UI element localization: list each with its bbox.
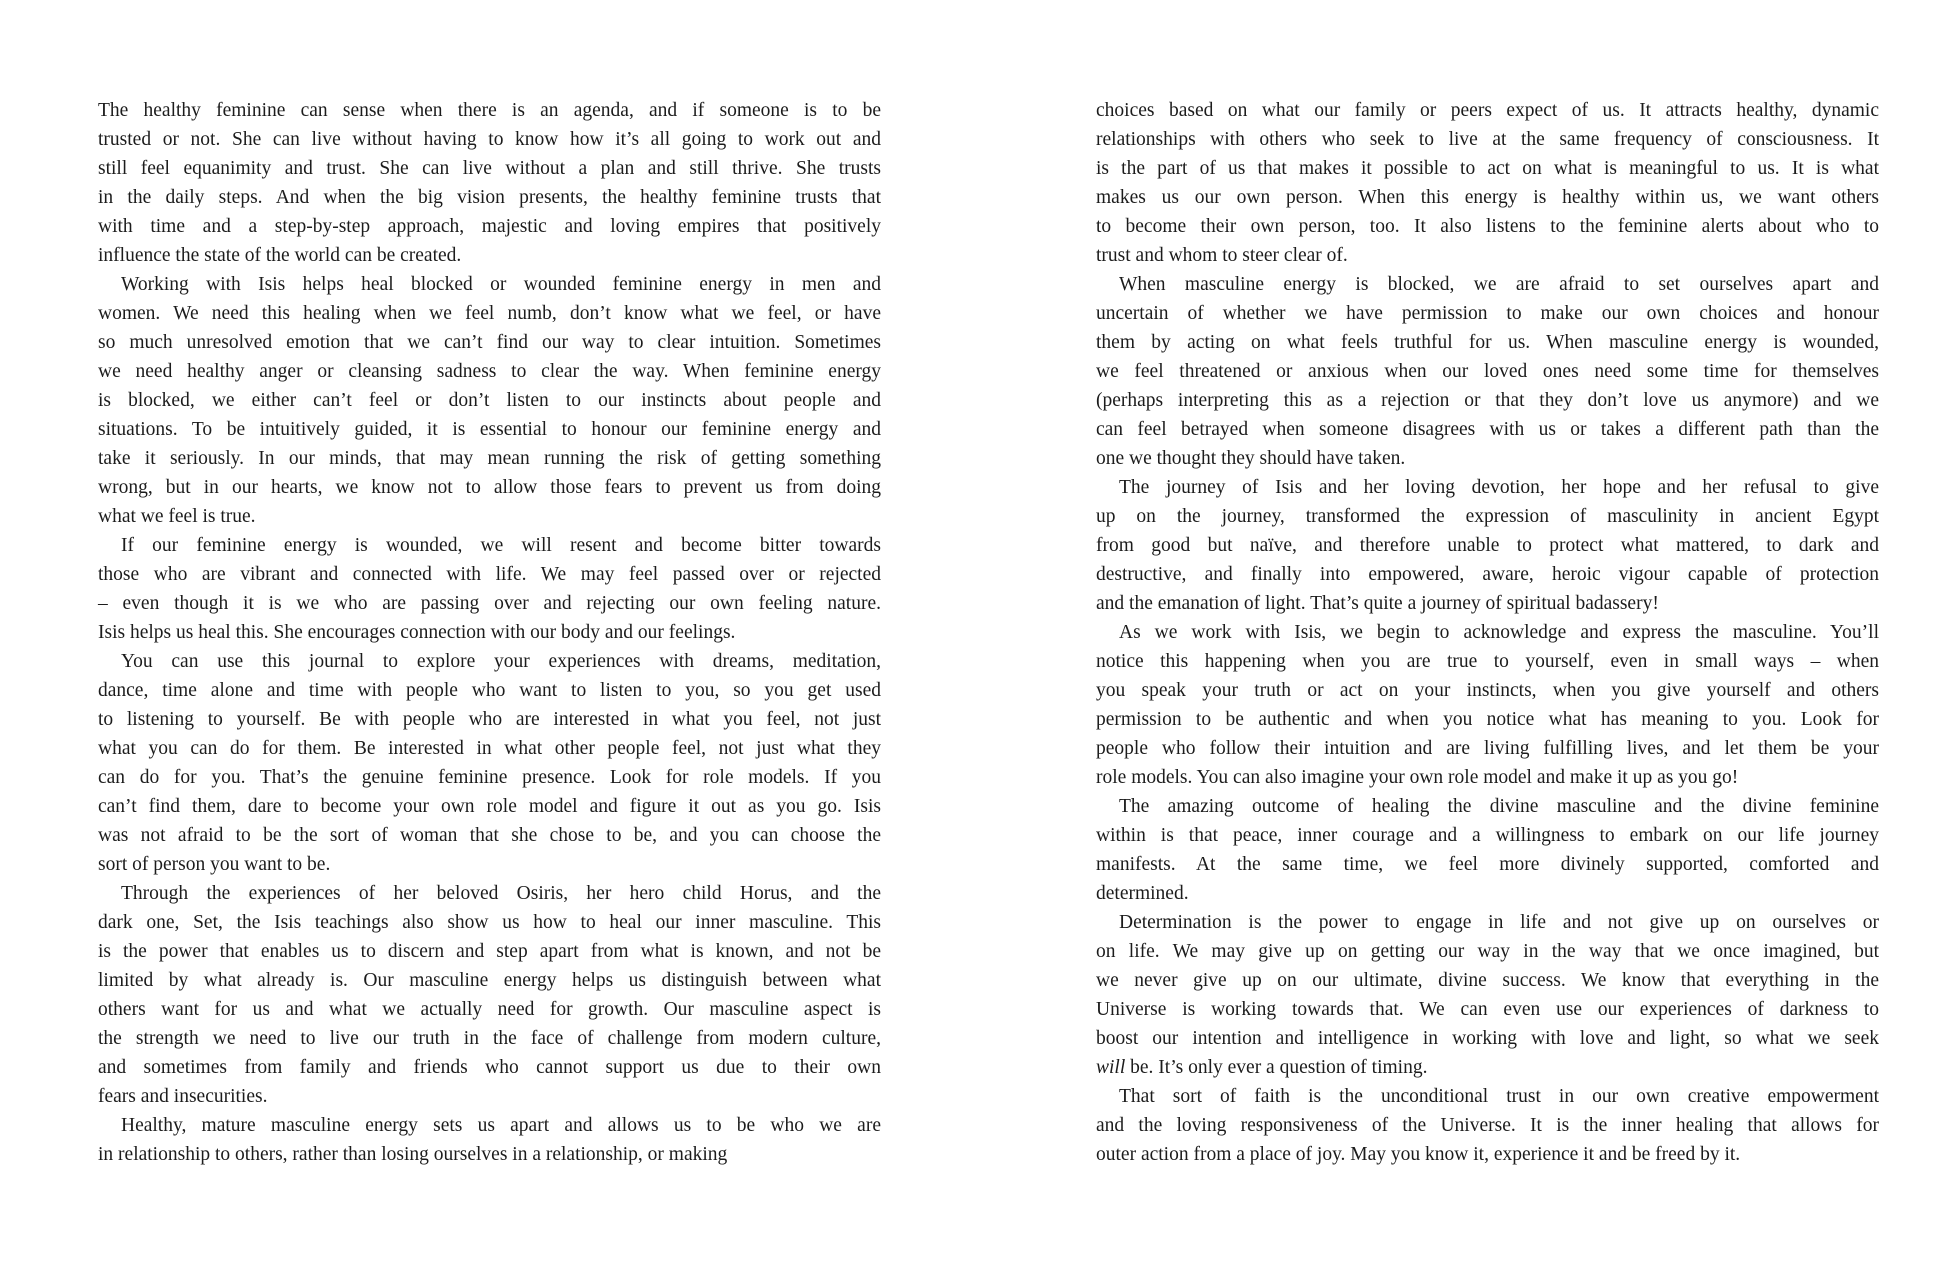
text-line: within is that peace, inner courage and a willingness to embark on our life journey: [1096, 825, 1879, 846]
page-left: [98, 96, 881, 1169]
paragraph: [1096, 908, 1879, 1082]
text-line: people who follow their intuition and are living fulfilling lives, and let them be your: [1096, 738, 1879, 759]
text-line: them by acting on what feels truthful for us. When masculine energy is wounded,: [1096, 332, 1879, 353]
text-line: will be. It’s only ever a question of timing.: [1096, 1057, 1428, 1078]
text-line: we feel threatened or anxious when our loved ones need some time for themselves: [1096, 361, 1879, 382]
text-line: women. We need this healing when we feel numb, don’t know what we feel, or have: [98, 303, 881, 324]
paragraph: [98, 1111, 881, 1169]
text-line: is the part of us that makes it possible to act on what is meaningful to us. It is what: [1096, 158, 1879, 179]
text-line: can feel betrayed when someone disagrees with us or takes a different path than the: [1096, 419, 1879, 440]
text-line: – even though it is we who are passing over and rejecting our own feeling nature.: [98, 593, 881, 614]
paragraph: [98, 879, 881, 1111]
text-line: up on the journey, transformed the expression of masculinity in ancient Egypt: [1096, 506, 1879, 527]
text-line: we never give up on our ultimate, divine success. We know that everything in the: [1096, 970, 1879, 991]
text-line: dance, time alone and time with people who want to listen to you, so you get used: [98, 680, 881, 701]
text-line: determined.: [1096, 883, 1189, 904]
text-line: role models. You can also imagine your own role model and make it up as you go!: [1096, 767, 1739, 788]
text-line: Working with Isis helps heal blocked or wounded feminine energy in men and: [121, 274, 881, 295]
text-line: permission to be authentic and when you notice what has meaning to you. Look for: [1096, 709, 1879, 730]
text-line: and the emanation of light. That’s quite a journey of spiritual badassery!: [1096, 593, 1659, 614]
text-line: so much unresolved emotion that we can’t find our way to clear intuition. Sometimes: [98, 332, 881, 353]
text-line: trusted or not. She can live without having to know how it’s all going to work out and: [98, 129, 881, 150]
text-line: Healthy, mature masculine energy sets us apart and allows us to be who we are: [121, 1115, 881, 1136]
text-line: wrong, but in our hearts, we know not to allow those fears to prevent us from doing: [98, 477, 881, 498]
paragraph: [98, 531, 881, 647]
text-line: one we thought they should have taken.: [1096, 448, 1406, 469]
text-line: destructive, and finally into empowered, aware, heroic vigour capable of protection: [1096, 564, 1879, 585]
text-line: Determination is the power to engage in life and not give up on ourselves or: [1119, 912, 1879, 933]
text-line: boost our intention and intelligence in working with love and light, so what we seek: [1096, 1028, 1879, 1049]
paragraph: [1096, 270, 1879, 473]
text-line: in relationship to others, rather than losing ourselves in a relationship, or making: [98, 1144, 728, 1165]
text-line: you speak your truth or act on your instincts, when you give yourself and others: [1096, 680, 1879, 701]
text-line: outer action from a place of joy. May you know it, experience it and be freed by it.: [1096, 1144, 1741, 1165]
text-line: limited by what already is. Our masculine energy helps us distinguish between what: [98, 970, 881, 991]
text-line: The healthy feminine can sense when there is an agenda, and if someone is to be: [98, 100, 881, 121]
text-line: manifests. At the same time, we feel more divinely supported, comforted and: [1096, 854, 1879, 875]
paragraph: [98, 96, 881, 270]
text-line: When masculine energy is blocked, we are afraid to set ourselves apart and: [1119, 274, 1879, 295]
text-line: If our feminine energy is wounded, we will resent and become bitter towards: [121, 535, 881, 556]
paragraph: [1096, 96, 1879, 270]
text-line: sort of person you want to be.: [98, 854, 331, 875]
text-line: situations. To be intuitively guided, it is essential to honour our feminine energy and: [98, 419, 881, 440]
text-line: influence the state of the world can be created.: [98, 245, 462, 266]
text-line: The amazing outcome of healing the divine masculine and the divine feminine: [1119, 796, 1879, 817]
text-line: fears and insecurities.: [98, 1086, 268, 1107]
text-line: trust and whom to steer clear of.: [1096, 245, 1348, 266]
page-right: [1096, 96, 1879, 1169]
text-line: notice this happening when you are true to yourself, even in small ways – when: [1096, 651, 1879, 672]
text-line: As we work with Isis, we begin to acknowledge and express the masculine. You’ll: [1119, 622, 1879, 643]
text-line: choices based on what our family or peers expect of us. It attracts healthy, dynamic: [1096, 100, 1879, 121]
text-line: others want for us and what we actually need for growth. Our masculine aspect is: [98, 999, 881, 1020]
text-line: makes us our own person. When this energy is healthy within us, we want others: [1096, 187, 1879, 208]
text-line: (perhaps interpreting this as a rejection or that they don’t love us anymore) and we: [1096, 390, 1879, 411]
text-line: Through the experiences of her beloved Osiris, her hero child Horus, and the: [121, 883, 881, 904]
text-line: to listening to yourself. Be with people who are interested in what you feel, not just: [98, 709, 881, 730]
text-line: and the loving responsiveness of the Universe. It is the inner healing that allows for: [1096, 1115, 1879, 1136]
text-line: The journey of Isis and her loving devotion, her hope and her refusal to give: [1119, 477, 1879, 498]
text-line: to become their own person, too. It also listens to the feminine alerts about who to: [1096, 216, 1879, 237]
text-line: the strength we need to live our truth in the face of challenge from modern culture,: [98, 1028, 881, 1049]
text-line: with time and a step-by-step approach, majestic and loving empires that positively: [98, 216, 881, 237]
paragraph: [1096, 618, 1879, 792]
text-line: uncertain of whether we have permission to make our own choices and honour: [1096, 303, 1879, 324]
text-line: on life. We may give up on getting our way in the way that we once imagined, but: [1096, 941, 1879, 962]
text-line: Universe is working towards that. We can even use our experiences of darkness to: [1096, 999, 1879, 1020]
text-line: from good but naïve, and therefore unable to protect what mattered, to dark and: [1096, 535, 1879, 556]
paragraph: [1096, 1082, 1879, 1169]
text-line: can do for you. That’s the genuine feminine presence. Look for role models. If you: [98, 767, 881, 788]
text-line: is blocked, we either can’t feel or don’t listen to our instincts about people and: [98, 390, 881, 411]
text-line: can’t find them, dare to become your own role model and figure it out as you go. Isis: [98, 796, 881, 817]
text-line: still feel equanimity and trust. She can live without a plan and still thrive. She trusts: [98, 158, 881, 179]
paragraph: [98, 270, 881, 531]
paragraph: [1096, 473, 1879, 618]
text-line: what we feel is true.: [98, 506, 256, 527]
text-line: in the daily steps. And when the big vision presents, the healthy feminine trusts that: [98, 187, 881, 208]
text-line: relationships with others who seek to live at the same frequency of consciousness. It: [1096, 129, 1879, 150]
text-line: dark one, Set, the Isis teachings also show us how to heal our inner masculine. This: [98, 912, 881, 933]
text-line: those who are vibrant and connected with life. We may feel passed over or rejected: [98, 564, 881, 585]
text-line: take it seriously. In our minds, that may mean running the risk of getting something: [98, 448, 881, 469]
text-line: Isis helps us heal this. She encourages connection with our body and our feelings.: [98, 622, 736, 643]
text-line: is the power that enables us to discern and step apart from what is known, and not be: [98, 941, 881, 962]
text-line: what you can do for them. Be interested in what other people feel, not just what they: [98, 738, 881, 759]
text-line: and sometimes from family and friends who cannot support us due to their own: [98, 1057, 881, 1078]
paragraph: [1096, 792, 1879, 908]
paragraph: [98, 647, 881, 879]
text-line: You can use this journal to explore your experiences with dreams, meditation,: [121, 651, 881, 672]
text-line: we need healthy anger or cleansing sadness to clear the way. When feminine energy: [98, 361, 881, 382]
text-line: That sort of faith is the unconditional trust in our own creative empowerment: [1119, 1086, 1879, 1107]
text-line: was not afraid to be the sort of woman that she chose to be, and you can choose the: [98, 825, 881, 846]
